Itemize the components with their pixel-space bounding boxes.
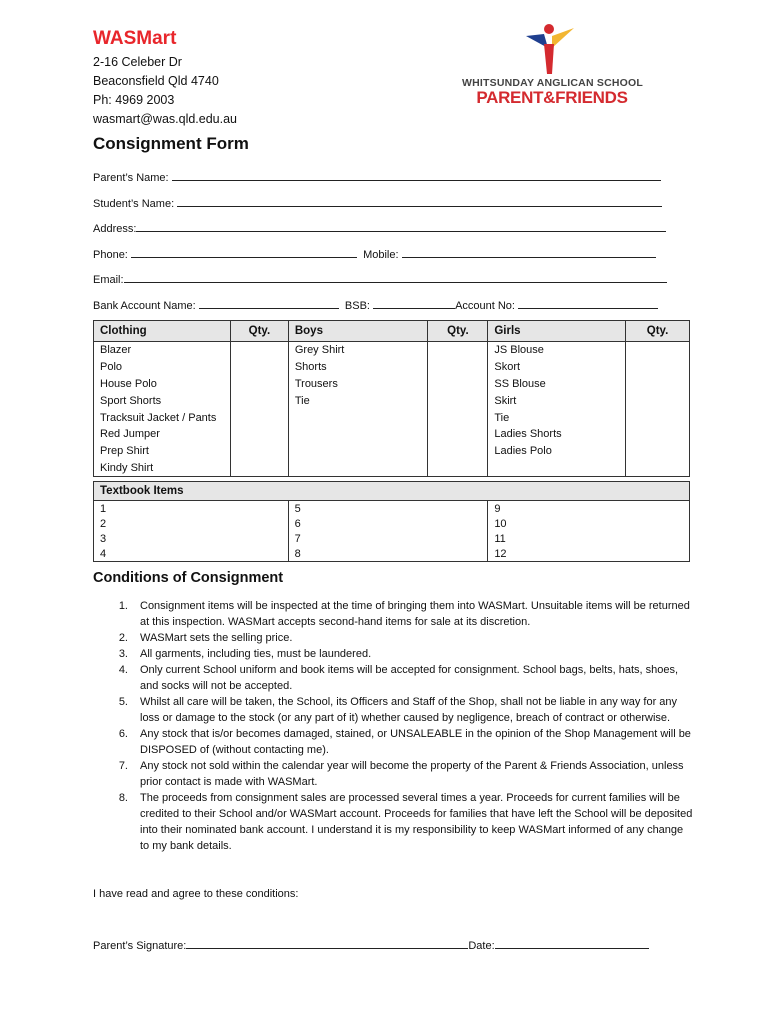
list-item: [93, 726, 693, 758]
clothing-item: Prep Shirt: [94, 443, 231, 460]
account-no-blank[interactable]: [518, 297, 658, 309]
parent-name-label: Parent’s Name:: [93, 172, 169, 184]
condition-text: Any stock not sold within the calendar year will become the property of the Parent & Friends Association, unless prior contact is made with WASMart.: [140, 760, 684, 788]
condition-number: 4.: [118, 664, 128, 676]
signature-label: Parent’s Signature:: [93, 940, 187, 952]
qty-cell[interactable]: [626, 342, 690, 359]
girls-item: Skirt: [488, 392, 626, 409]
signature-blank[interactable]: [186, 937, 468, 949]
email-field[interactable]: [93, 271, 667, 286]
textbook-slot[interactable]: 11: [488, 531, 690, 546]
textbook-slot[interactable]: 2: [94, 516, 289, 531]
condition-text: All garments, including ties, must be laundered.: [140, 648, 372, 660]
clothing-item: Sport Shorts: [94, 392, 231, 409]
date-blank[interactable]: [495, 937, 649, 949]
girls-item: Skort: [488, 359, 626, 376]
account-no-label: Account No:: [455, 300, 515, 312]
qty-cell[interactable]: [428, 460, 488, 477]
list-item: [93, 662, 693, 694]
boys-item: [288, 426, 428, 443]
boys-item: [288, 443, 428, 460]
condition-text: Consignment items will be inspected at the time of bringing them into WASMart. Unsuitable items will be returned at this inspection. WASMart accepts second-hand items for sale at its discretion.: [140, 600, 690, 628]
form-title: Consignment Form: [93, 134, 249, 153]
qty-cell[interactable]: [230, 392, 288, 409]
figure-icon: [522, 22, 578, 76]
address-line-2: Beaconsfield Qld 4740: [93, 74, 219, 88]
clothing-items-table: [93, 320, 690, 477]
list-item: [93, 758, 693, 790]
qty-header: Qty.: [626, 321, 690, 342]
condition-number: 7.: [118, 760, 128, 772]
table-header-row: [94, 321, 690, 342]
clothing-header: Clothing: [94, 321, 231, 342]
qty-cell[interactable]: [428, 443, 488, 460]
student-name-label: Student’s Name:: [93, 198, 175, 210]
email-blank[interactable]: [124, 271, 667, 283]
textbook-slot[interactable]: 5: [288, 501, 488, 517]
conditions-list: [93, 598, 693, 854]
list-item: [93, 694, 693, 726]
qty-cell[interactable]: [626, 376, 690, 393]
qty-cell[interactable]: [230, 460, 288, 477]
qty-cell[interactable]: [428, 376, 488, 393]
email-label: Email:: [93, 274, 124, 286]
girls-item: JS Blouse: [488, 342, 626, 359]
bank-account-name-blank[interactable]: [199, 297, 339, 309]
condition-text: The proceeds from consignment sales are processed several times a year. Proceeds for current families will be credited to their School and/or WASMart account. Proceeds for families that have left the School will be deposited into their nominated bank account. I understand it is my responsibility to keep WASMart informed of any change to my bank details.: [140, 792, 693, 852]
condition-number: 6.: [118, 728, 128, 740]
boys-item: Shorts: [288, 359, 428, 376]
qty-cell[interactable]: [230, 359, 288, 376]
qty-cell[interactable]: [428, 426, 488, 443]
clothing-item: Blazer: [94, 342, 231, 359]
girls-header: Girls: [488, 321, 626, 342]
bsb-label: BSB:: [344, 300, 370, 312]
school-logo: [462, 22, 642, 112]
school-name: WHITSUNDAY ANGLICAN SCHOOL: [462, 77, 643, 89]
qty-cell[interactable]: [626, 426, 690, 443]
textbook-header-row: [94, 482, 690, 501]
table-row: [94, 546, 690, 562]
boys-item: Grey Shirt: [288, 342, 428, 359]
table-row: [94, 531, 690, 546]
qty-cell[interactable]: [428, 392, 488, 409]
boys-header: Boys: [288, 321, 428, 342]
qty-cell[interactable]: [230, 376, 288, 393]
table-row: [94, 392, 690, 409]
list-item: [93, 646, 693, 662]
qty-cell[interactable]: [428, 342, 488, 359]
list-item: [93, 598, 693, 630]
qty-cell[interactable]: [230, 409, 288, 426]
parent-name-blank[interactable]: [172, 169, 661, 181]
list-item: [93, 790, 693, 854]
student-name-blank[interactable]: [177, 195, 662, 207]
address-label: Address:: [93, 223, 137, 235]
girls-item: Ladies Polo: [488, 443, 626, 460]
phone-blank[interactable]: [131, 246, 357, 258]
girls-item: Ladies Shorts: [488, 426, 626, 443]
qty-cell[interactable]: [626, 443, 690, 460]
qty-cell[interactable]: [626, 392, 690, 409]
qty-cell[interactable]: [626, 359, 690, 376]
boys-item: [288, 460, 428, 477]
student-name-field[interactable]: [93, 195, 662, 210]
clothing-item: Red Jumper: [94, 426, 231, 443]
signature-field[interactable]: [93, 937, 649, 952]
bank-field[interactable]: [93, 297, 658, 312]
girls-item: [488, 460, 626, 477]
address-line-1: 2-16 Celeber Dr: [93, 55, 182, 69]
condition-text: Any stock that is/or becomes damaged, stained, or UNSALEABLE in the opinion of the Shop Management will be DISPOSED of (without contacting me).: [140, 728, 691, 756]
boys-item: [288, 409, 428, 426]
address-field[interactable]: [93, 220, 666, 235]
qty-cell[interactable]: [626, 409, 690, 426]
phone-label: Phone:: [93, 249, 128, 261]
clothing-item: Tracksuit Jacket / Pants: [94, 409, 231, 426]
textbook-slot[interactable]: 7: [288, 531, 488, 546]
bsb-blank[interactable]: [373, 297, 455, 309]
clothing-item: House Polo: [94, 376, 231, 393]
date-label: Date:: [468, 940, 495, 952]
boys-item: Trousers: [288, 376, 428, 393]
qty-cell[interactable]: [230, 443, 288, 460]
condition-text: Only current School uniform and book items will be accepted for consignment. School bags, belts, hats, shoes, and socks will not be accepted.: [140, 664, 679, 692]
association-name: PARENT&FRIENDS: [476, 88, 628, 107]
table-row: [94, 359, 690, 376]
girls-item: Tie: [488, 409, 626, 426]
textbook-header: Textbook Items: [94, 482, 690, 501]
textbook-slot[interactable]: 8: [288, 546, 488, 562]
clothing-item: Kindy Shirt: [94, 460, 231, 477]
textbook-slot[interactable]: 10: [488, 516, 690, 531]
qty-cell[interactable]: [230, 342, 288, 359]
table-row: [94, 376, 690, 393]
textbook-slot[interactable]: 1: [94, 501, 289, 517]
parent-name-field[interactable]: [93, 169, 661, 184]
table-row: [94, 501, 690, 517]
textbook-slot[interactable]: 6: [288, 516, 488, 531]
contact-block: [93, 53, 237, 129]
phone-field[interactable]: [93, 246, 656, 261]
bank-account-name-label: Bank Account Name:: [93, 300, 196, 312]
qty-cell[interactable]: [626, 460, 690, 477]
conditions-title: Conditions of Consignment: [93, 570, 284, 586]
qty-cell[interactable]: [428, 409, 488, 426]
address-blank[interactable]: [136, 220, 666, 232]
textbook-slot[interactable]: 9: [488, 501, 690, 517]
boys-item: Tie: [288, 392, 428, 409]
table-row: [94, 516, 690, 531]
mobile-blank[interactable]: [402, 246, 656, 258]
brand-name: WASMart: [93, 28, 177, 49]
condition-text: WASMart sets the selling price.: [140, 632, 293, 644]
phone-line: Ph: 4969 2003: [93, 93, 175, 107]
qty-header: Qty.: [230, 321, 288, 342]
table-row: [94, 443, 690, 460]
table-row: [94, 426, 690, 443]
table-row: [94, 460, 690, 477]
list-item: [93, 630, 693, 646]
condition-number: 1.: [118, 600, 128, 612]
condition-number: 5.: [118, 696, 128, 708]
girls-item: SS Blouse: [488, 376, 626, 393]
qty-header: Qty.: [428, 321, 488, 342]
textbook-slot[interactable]: 3: [94, 531, 289, 546]
agreement-statement: I have read and agree to these conditions:: [93, 888, 299, 900]
condition-number: 3.: [118, 648, 128, 660]
mobile-label: Mobile:: [363, 249, 399, 261]
email-line: wasmart@was.qld.edu.au: [93, 112, 238, 126]
qty-cell[interactable]: [428, 359, 488, 376]
condition-number: 2.: [118, 632, 128, 644]
textbook-slot[interactable]: 12: [488, 546, 690, 562]
textbook-items-table: [93, 481, 690, 562]
condition-number: 8.: [118, 792, 128, 804]
table-row: [94, 409, 690, 426]
condition-text: Whilst all care will be taken, the School, its Officers and Staff of the Shop, shall not be liable in any way for any loss or damage to the stock (or any part of it) whether caused by negligence, breach of contract or otherwise.: [140, 696, 678, 724]
textbook-slot[interactable]: 4: [94, 546, 289, 562]
table-row: [94, 342, 690, 359]
qty-cell[interactable]: [230, 426, 288, 443]
clothing-item: Polo: [94, 359, 231, 376]
